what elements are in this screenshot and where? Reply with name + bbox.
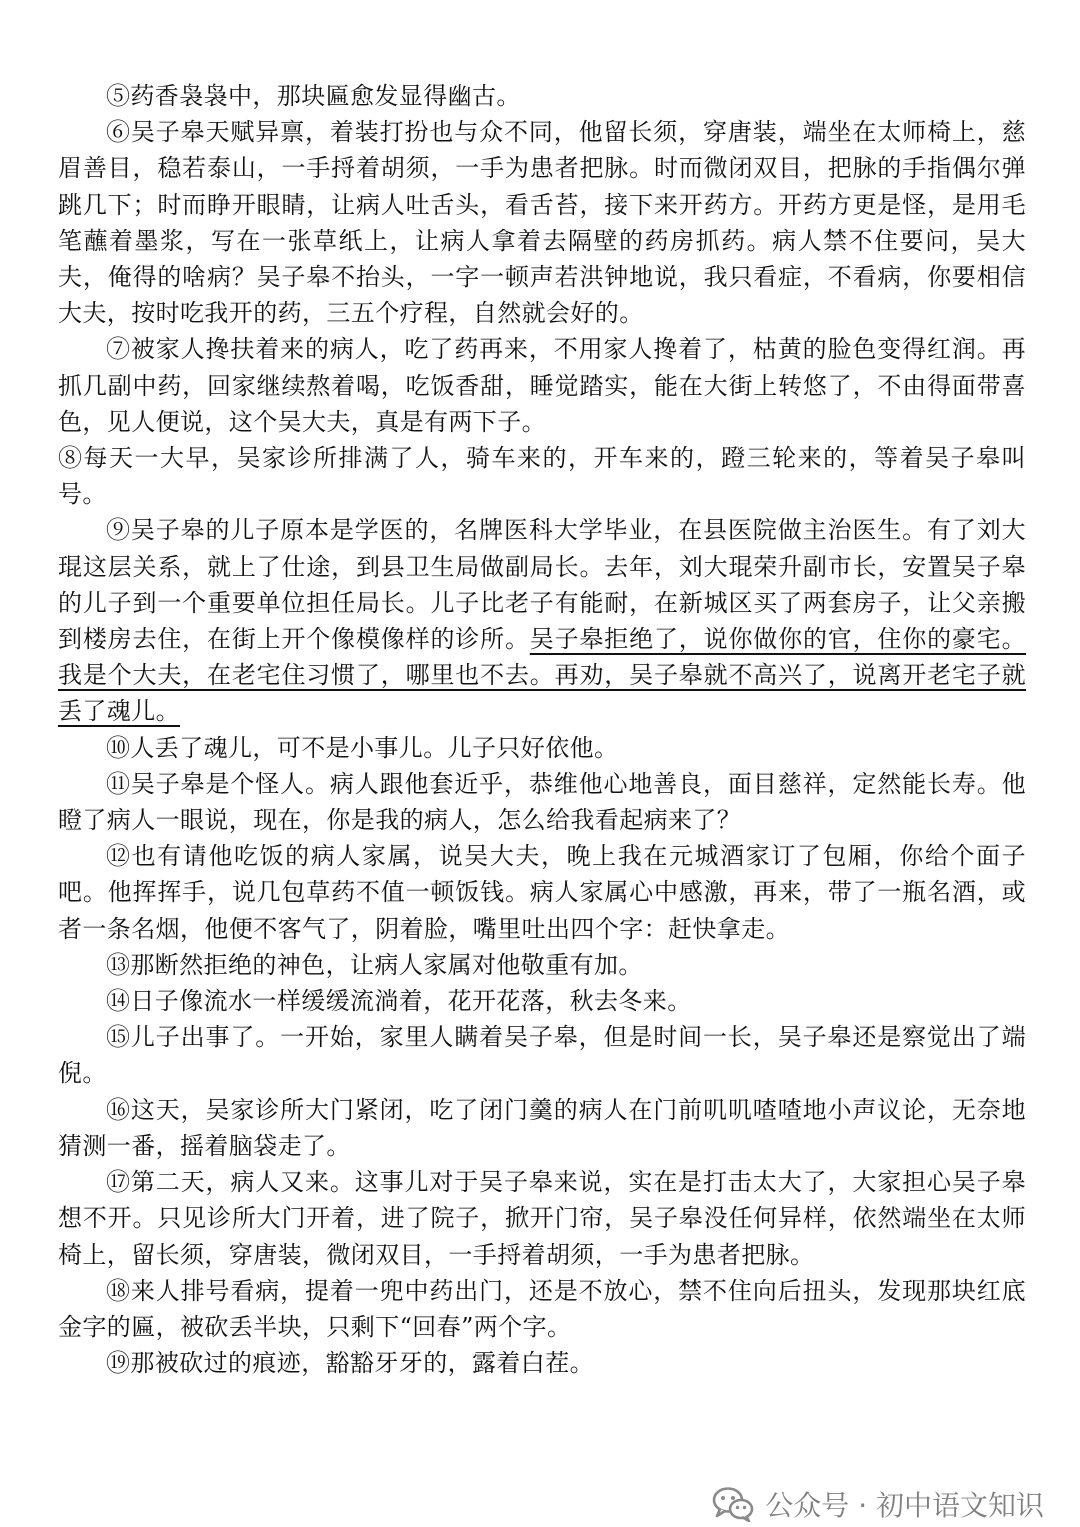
paragraph-18: ⑱来人排号看病，提着一兜中药出门，还是不放心，禁不住向后扭头，发现那块红底金字的匾，被砍丢半块，只剩下“回春”两个字。 <box>58 1276 1026 1341</box>
paragraph-7: ⑦被家人搀扶着来的病人，吃了药再来，不用家人搀着了，枯黄的脸色变得红润。再抓几副中药，回家继续熬着喝，吃饭香甜，睡觉踏实，能在大街上转悠了，不由得面带喜色，见人便说，这个吴大夫，真是有两下子。 <box>58 335 1026 436</box>
underlined-sentence: 吴子皋拒绝了，说你做你的官，住你的豪宅。我是个大夫，在老宅住习惯了，哪里也不去。再劝，吴子皋就不高兴了，说离开老宅子就丢了魂儿。 <box>58 625 1026 726</box>
watermark <box>711 1484 1044 1524</box>
paragraph-5: ⑤药香袅袅中，那块匾愈发显得幽古。 <box>106 82 521 110</box>
paragraph-11: ⑪吴子皋是个怪人。病人跟他套近乎，恭维他心地善良，面目慈祥，定然能长寿。他瞪了病人一眼说，现在，你是我的病人，怎么给我看起病来了？ <box>58 769 1026 835</box>
paragraph-9-text: ⑨吴子皋的儿子原本是学医的，名牌医科大学毕业，在县医院做主治医生。有了刘大琨这层关系，就上了仕途，到县卫生局做副局长。去年，刘大琨荣升副市长，安置吴子皋的儿子到一个重要单位担任局长。儿子比老子有能耐，在新城区买了两套房子，让父亲搬到楼房去住，在街上开个像模像样的诊所。 <box>58 516 1026 654</box>
paragraph-9 <box>58 512 1026 729</box>
paragraph-16: ⑯这天，吴家诊所大门紧闭，吃了闭门羹的病人在门前叽叽喳喳地小声议论，无奈地猜测一番，摇着脑袋走了。 <box>58 1095 1026 1160</box>
paragraph-19: ⑲那被砍过的痕迹，豁豁牙牙的，露着白茬。 <box>106 1349 594 1378</box>
paragraph-17: ⑰第二天，病人又来。这事儿对于吴子皋来说，实在是打击太大了，大家担心吴子皋想不开。只见诊所大门开着，进了院子，掀开门帘，吴子皋没任何异样，依然端坐在太师椅上，留长须，穿唐装，微闭双目，一手捋着胡须，一手为患者把脉。 <box>58 1168 1026 1269</box>
paragraph-8: ⑧每天一大早，吴家诊所排满了人，骑车来的，开车来的，蹬三轮来的，等着吴子皋叫号。 <box>58 444 1026 509</box>
paragraph-13: ⑬那断然拒绝的神色，让病人家属对他敬重有加。 <box>106 950 643 979</box>
watermark-text: 公众号 · 初中语文知识 <box>765 1489 1044 1522</box>
paragraph-6: ⑥吴子皋天赋异禀，着装打扮也与众不同，他留长须，穿唐装，端坐在太师椅上，慈眉善目，稳若泰山，一手捋着胡须，一手为患者把脉。时而微闭双目，把脉的手指偶尔弹跳几下；时而睁开眼睛，让病人吐舌头，看舌苔，接下来开药方。开药方更是怪，是用毛笔蘸着墨浆，写在一张草纸上，让病人拿着去隔壁的药房抓药。病人禁不住要问，吴大夫，俺得的啥病？吴子皋不抬头，一字一顿声若洪钟地说，我只看症，不看病，你要相信大夫，按时吃我开的药，三五个疗程，自然就会好的。 <box>58 118 1026 328</box>
paragraph-10: ⑩人丢了魂儿，可不是小事儿。儿子只好依他。 <box>106 733 619 762</box>
paragraph-15: ⑮儿子出事了。一开始，家里人瞒着吴子皋，但是时间一长，吴子皋还是察觉出了端倪。 <box>58 1023 1026 1088</box>
paragraph-14: ⑭日子像流水一样缓缓流淌着，花开花落，秋去冬来。 <box>106 987 692 1016</box>
article-body <box>58 78 1026 1381</box>
wechat-icon <box>711 1486 755 1522</box>
paragraph-12: ⑫也有请他吃饭的病人家属，说吴大夫，晚上我在元城酒家订了包厢，你给个面子吧。他挥挥手，说几包草药不值一顿饭钱。病人家属心中感激，再来，带了一瓶名酒，或者一条名烟，他便不客气了，阴着脸，嘴里吐出四个字：赶快拿走。 <box>58 842 1026 943</box>
